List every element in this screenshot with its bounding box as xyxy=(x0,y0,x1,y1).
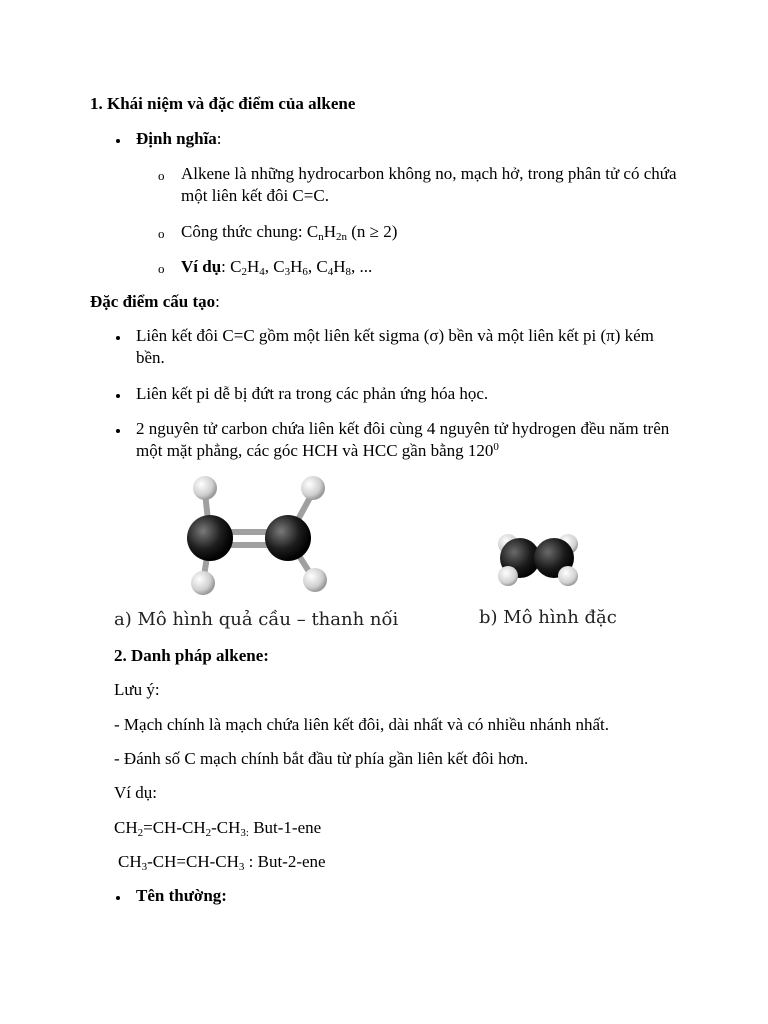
ball-and-stick-model xyxy=(170,468,345,608)
note-label: Lưu ý: xyxy=(114,680,160,699)
definition-text: Alkene là những hydrocarbon không no, mạch hở, trong phân tử có chứa một liên kết đôi C=C. xyxy=(181,164,677,205)
caption-ball-and-stick: a) Mô hình quả cầu – thanh nối xyxy=(114,609,399,630)
example-label: Ví dụ: xyxy=(114,783,157,802)
bullet-dot xyxy=(116,139,120,143)
bullet-dot xyxy=(116,896,120,900)
bullet-o: o xyxy=(158,226,165,241)
caption-space-filling: b) Mô hình đặc xyxy=(479,607,617,628)
hydrogen-atom xyxy=(303,568,327,592)
bullet-o: o xyxy=(158,261,165,276)
carbon-atom xyxy=(187,515,233,561)
space-filling-model xyxy=(492,522,584,592)
definition-colon: : xyxy=(216,129,222,148)
bullet-dot xyxy=(116,429,120,433)
definition-label-line xyxy=(136,128,222,150)
structure-heading: Đặc điểm cấu tạo: xyxy=(90,292,220,311)
structure-bullet-1: Liên kết đôi C=C gồm một liên kết sigma (σ) bền và một liên kết pi (π) kém bền. xyxy=(136,326,654,367)
bullet-o: o xyxy=(158,168,165,183)
section2-heading: 2. Danh pháp alkene: xyxy=(114,646,269,665)
bullet-dot xyxy=(116,336,120,340)
hydrogen-atom xyxy=(498,566,518,586)
bullet-dot xyxy=(116,394,120,398)
example-but-1-ene: $CH_2=CH-CH_2-CH_{3:}$ But-1-ene xyxy=(114,818,322,839)
hydrogen-atom xyxy=(191,571,215,595)
structure-bullet-3: 2 nguyên tử carbon chứa liên kết đôi cùng 4 nguyên tử hydrogen đều năm trên một mặt phẳng, các góc HCH và HCC gần bằng $120^0$ xyxy=(136,419,670,460)
structure-bullet-2: Liên kết pi dễ bị đứt ra trong các phản ứng hóa học. xyxy=(136,384,489,403)
hydrogen-atom xyxy=(301,476,325,500)
example-formulas: Ví dụ: $C_2H_4$, $C_3H_6$, $C_4H_8$, ... xyxy=(181,257,373,278)
general-formula: Công thức chung: $C_nH_{2n}$ (n ≥ 2) xyxy=(181,222,398,243)
example-but-2-ene: $CH_3-CH=CH-CH_3$ : But-2-ene xyxy=(118,852,326,873)
note-2: - Đánh số C mạch chính bắt đầu từ phía gần liên kết đôi hơn. xyxy=(114,749,529,768)
carbon-atom xyxy=(265,515,311,561)
hydrogen-atom xyxy=(558,566,578,586)
note-1: - Mạch chính là mạch chứa liên kết đôi, dài nhất và có nhiều nhánh nhất. xyxy=(114,715,609,734)
example-formulas-text: : $C_2H_4$, $C_3H_6$, $C_4H_8$, ... xyxy=(221,257,373,278)
common-name-label: Tên thường: xyxy=(136,886,227,905)
definition-label: Định nghĩa xyxy=(136,129,217,148)
section1-heading: 1. Khái niệm và đặc điểm của alkene xyxy=(90,94,356,113)
hydrogen-atom xyxy=(193,476,217,500)
